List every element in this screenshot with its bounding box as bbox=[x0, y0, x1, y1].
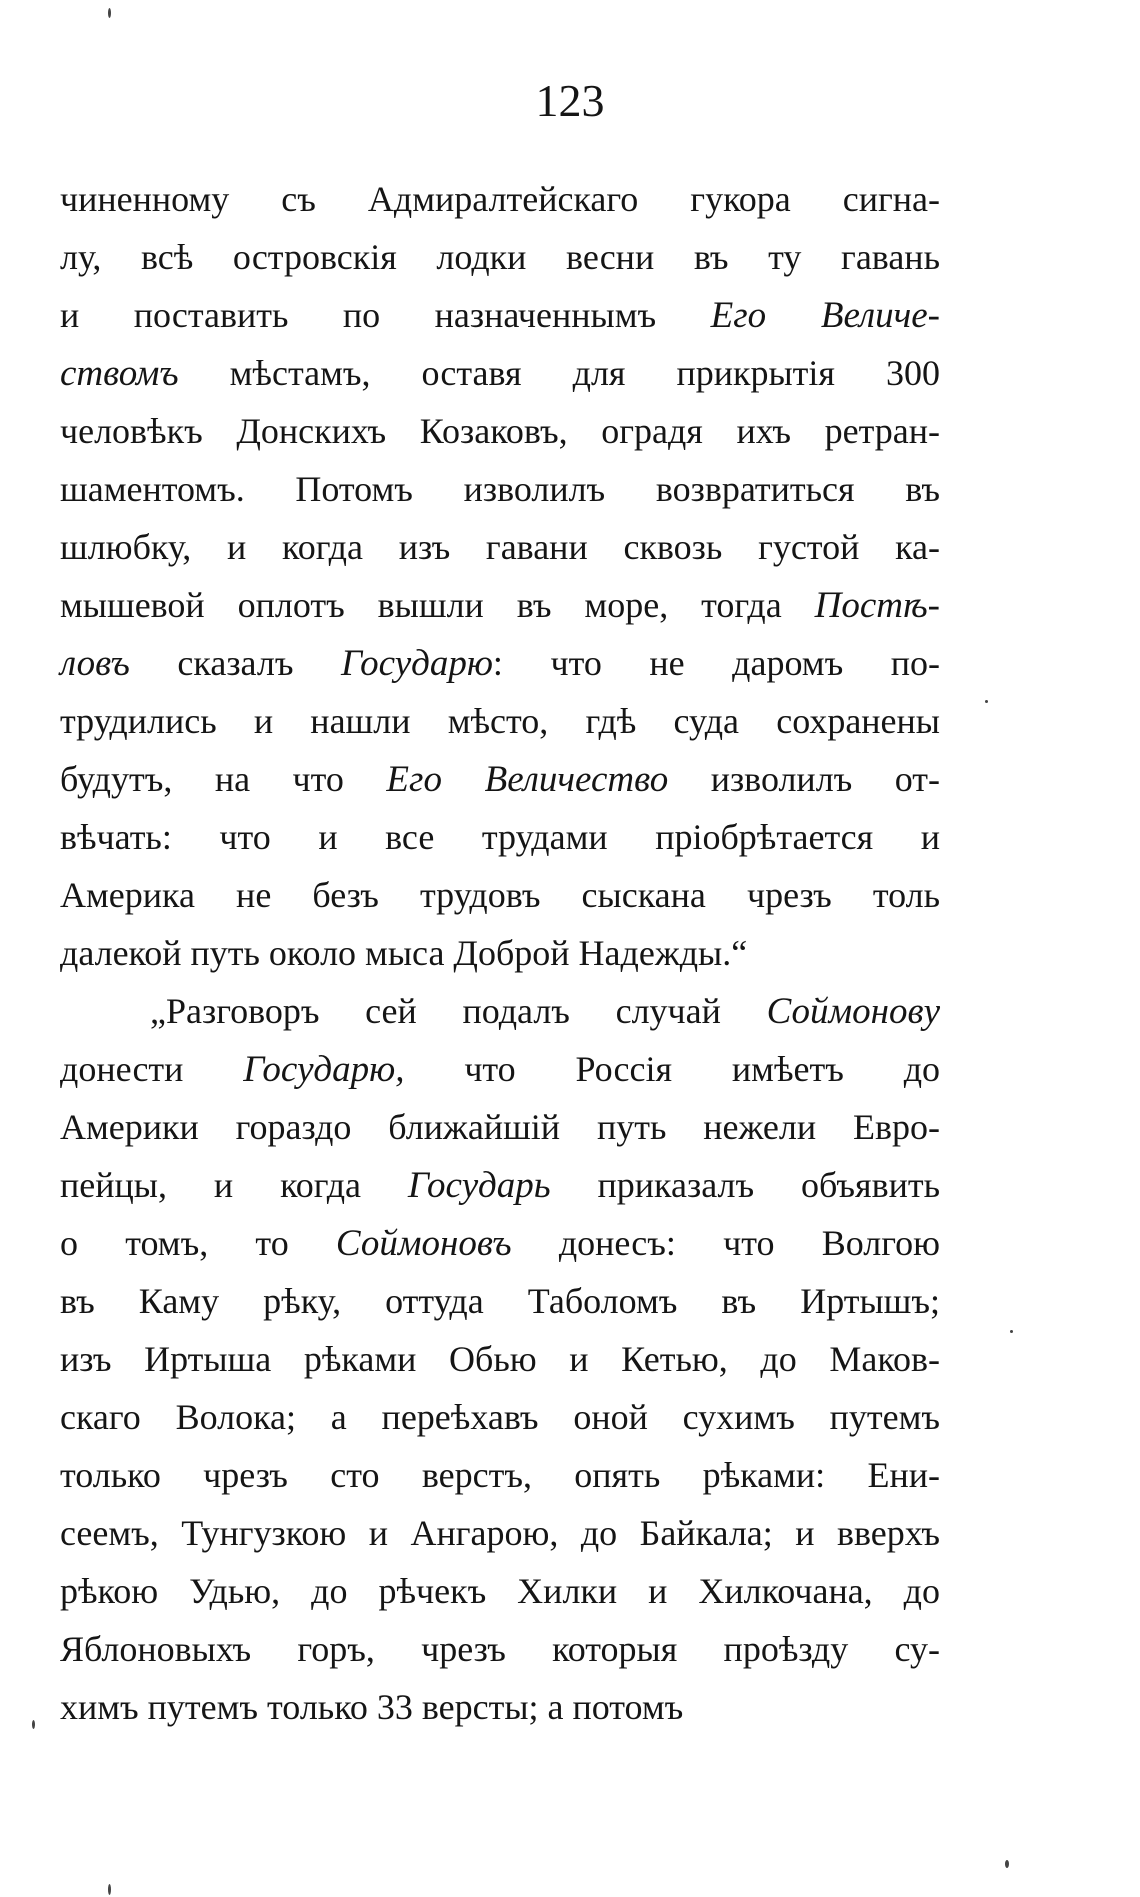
scan-speck bbox=[32, 1720, 35, 1729]
text-run: далекой путь около мыса Доброй Надежды.“ bbox=[60, 933, 748, 973]
text-run: чиненному съ Адмиралтейскаго гукора сигна- bbox=[60, 179, 940, 219]
text-run: мышевой оплотъ вышли въ море, тогда bbox=[60, 585, 815, 625]
text-line bbox=[60, 1272, 940, 1330]
italic-name: ствомъ bbox=[60, 353, 179, 394]
text-line bbox=[60, 344, 940, 402]
text-run: Америки гораздо ближайшій путь нежели Евро- bbox=[60, 1107, 940, 1147]
page-number: 123 bbox=[535, 75, 605, 126]
text-run: о томъ, то bbox=[60, 1223, 336, 1263]
text-line bbox=[60, 1040, 940, 1098]
text-run: пейцы, и когда bbox=[60, 1165, 408, 1205]
text-line bbox=[60, 1504, 940, 1562]
italic-name: Государю, bbox=[243, 1049, 405, 1090]
text-run: въ Каму рѣку, оттуда Таболомъ въ Иртышъ; bbox=[60, 1281, 940, 1321]
text-line bbox=[60, 634, 940, 692]
text-run: сеемъ, Тунгузкою и Ангарою, до Байкала; и вверхъ bbox=[60, 1513, 940, 1553]
text-line bbox=[60, 286, 940, 344]
text-line bbox=[60, 1678, 940, 1736]
text-line bbox=[60, 924, 940, 982]
text-line bbox=[60, 402, 940, 460]
italic-name: Его Величе- bbox=[710, 295, 941, 336]
text-line bbox=[60, 750, 940, 808]
text-run: Америка не безъ трудовъ сыскана чрезъ толь bbox=[60, 875, 940, 915]
italic-name: Государю bbox=[340, 643, 493, 684]
italic-name: Соймонову bbox=[766, 991, 940, 1032]
text-run: шаментомъ. Потомъ изволилъ возвратиться въ bbox=[60, 469, 940, 509]
text-line bbox=[60, 1620, 940, 1678]
text-run: трудились и нашли мѣсто, гдѣ суда сохранены bbox=[60, 701, 940, 741]
text-run: : что не даромъ по- bbox=[492, 643, 940, 683]
text-line bbox=[60, 692, 940, 750]
italic-name: ловъ bbox=[60, 643, 130, 684]
text-line bbox=[60, 170, 940, 228]
text-run: химъ путемъ только 33 версты; а потомъ bbox=[60, 1687, 684, 1727]
text-line bbox=[60, 1388, 940, 1446]
scan-speck bbox=[1005, 1860, 1009, 1868]
text-run: человѣкъ Донскихъ Козаковъ, оградя ихъ ретран- bbox=[60, 411, 940, 451]
text-line bbox=[60, 1156, 940, 1214]
text-line bbox=[60, 228, 940, 286]
text-run: и поставить по назначеннымъ bbox=[60, 295, 711, 335]
text-run: приказалъ объявить bbox=[550, 1165, 940, 1205]
text-line bbox=[60, 1330, 940, 1388]
text-run: мѣстамъ, оставя для прикрытія 300 bbox=[178, 353, 940, 393]
text-run: лу, всѣ островскія лодки весни въ ту гавань bbox=[60, 237, 940, 277]
italic-name: Его Величество bbox=[386, 759, 669, 800]
text-run: изволилъ от- bbox=[668, 759, 941, 799]
text-line bbox=[60, 1098, 940, 1156]
text-run: донести bbox=[60, 1049, 244, 1089]
text-run: только чрезъ сто верстъ, опять рѣками: Ени- bbox=[60, 1455, 940, 1495]
text-run: сказалъ bbox=[129, 643, 341, 683]
text-run: скаго Волока; а переѣхавъ оной сухимъ путемъ bbox=[60, 1397, 940, 1437]
scan-speck bbox=[985, 700, 988, 703]
text-run: Яблоновыхъ горъ, чрезъ которыя проѣзду су- bbox=[60, 1629, 940, 1669]
text-line bbox=[60, 1446, 940, 1504]
text-run: „Разговоръ сей подалъ случай bbox=[150, 991, 767, 1031]
text-line bbox=[60, 808, 940, 866]
text-run: вѣчать: что и все трудами пріобрѣтается и bbox=[60, 817, 940, 857]
text-run: рѣкою Удью, до рѣчекъ Хилки и Хилкочана, до bbox=[60, 1571, 940, 1611]
text-line bbox=[60, 982, 940, 1040]
text-run: изъ Иртыша рѣками Обью и Кетью, до Маков- bbox=[60, 1339, 940, 1379]
text-run: что Россія имѣетъ до bbox=[404, 1049, 941, 1089]
text-line bbox=[60, 1214, 940, 1272]
body-text bbox=[60, 170, 940, 1736]
scan-speck bbox=[1010, 1330, 1013, 1333]
text-line bbox=[60, 460, 940, 518]
italic-name: Государь bbox=[407, 1165, 551, 1206]
italic-name: Соймоновъ bbox=[335, 1223, 512, 1264]
text-line bbox=[60, 866, 940, 924]
text-line bbox=[60, 518, 940, 576]
text-run: шлюбку, и когда изъ гавани сквозь густой ка- bbox=[60, 527, 940, 567]
scan-speck bbox=[108, 1884, 111, 1895]
scan-speck bbox=[108, 8, 111, 18]
text-line bbox=[60, 576, 940, 634]
italic-name: Постѣ- bbox=[814, 585, 940, 626]
text-run: будутъ, на что bbox=[60, 759, 387, 799]
text-run: донесъ: что Волгою bbox=[511, 1223, 940, 1263]
text-line bbox=[60, 1562, 940, 1620]
